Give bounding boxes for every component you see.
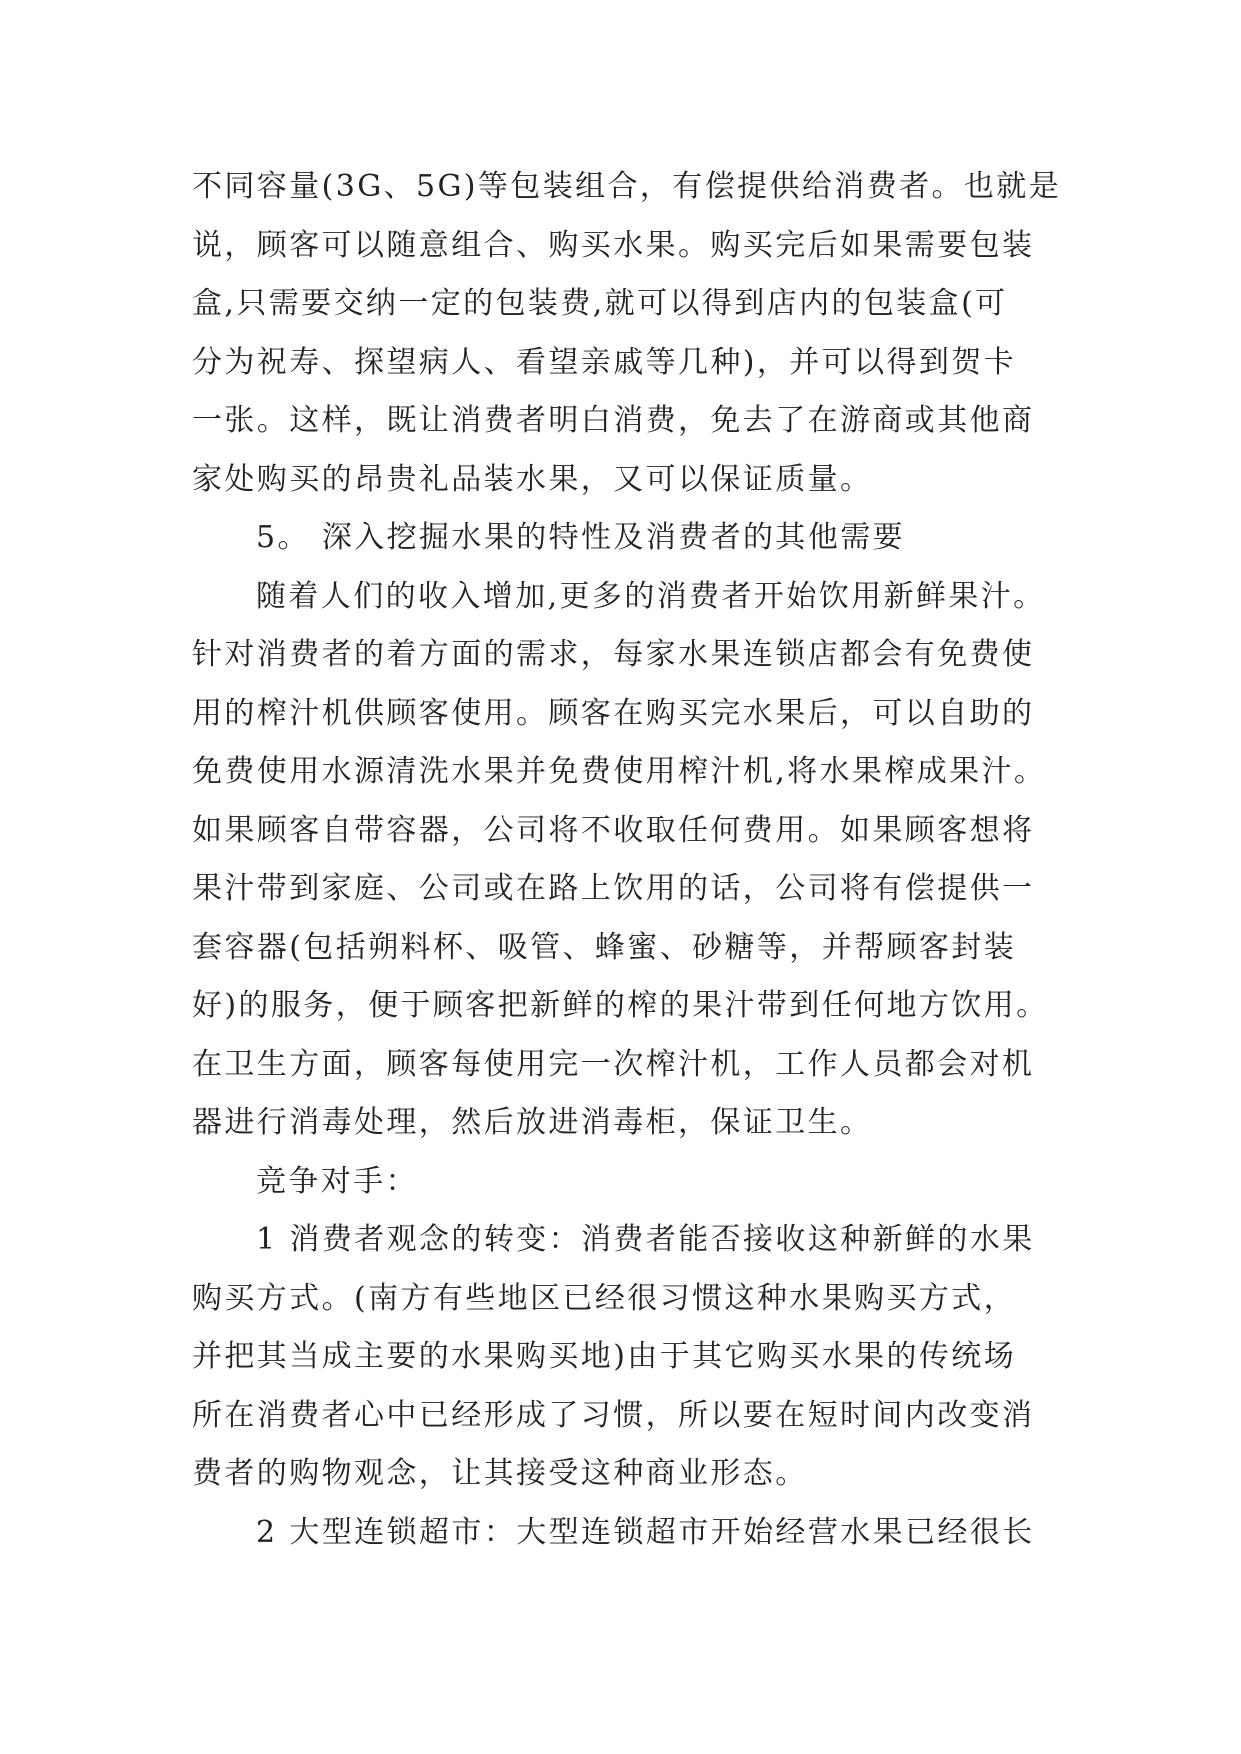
text-line: 免费使用水源清洗水果并免费使用榨汁机,将水果榨成果汁。: [192, 754, 1047, 789]
text-line: 并把其当成主要的水果购买地)由于其它购买水果的传统场: [192, 1339, 1017, 1374]
text-line: 分为祝寿、探望病人、看望亲戚等几种)，并可以得到贺卡: [192, 344, 1017, 380]
text-line: 套容器(包括朔料杯、吸管、蜂蜜、砂糖等，并帮顾客封装: [192, 929, 1017, 965]
text-line: 2 大型连锁超市：大型连锁超市开始经营水果已经很长: [256, 1514, 1035, 1550]
text-line: 好)的服务，便于顾客把新鲜的榨的果汁带到任何地方饮用。: [192, 988, 1049, 1023]
text-line: 器进行消毒处理，然后放进消毒柜，保证卫生。: [192, 1105, 873, 1140]
text-line: 家处购买的昂贵礼品装水果，又可以保证质量。: [192, 461, 873, 497]
text-line: 在卫生方面，顾客每使用完一次榨汁机，工作人员都会对机: [192, 1046, 1035, 1082]
text-line: 盒,只需要交纳一定的包装费,就可以得到店内的包装盒(可: [192, 286, 1008, 321]
text-line: 用的榨汁机供顾客使用。顾客在购买完水果后，可以自助的: [192, 695, 1035, 731]
text-line: 针对消费者的着方面的需求，每家水果连锁店都会有免费使: [192, 637, 1035, 672]
text-line: 不同容量(3G、5G)等包装组合，有偿提供给消费者。也就是: [192, 169, 1062, 204]
text-line: 5。 深入挖掘水果的特性及消费者的其他需要: [256, 520, 906, 555]
text-line: 购买方式。(南方有些地区已经很习惯这种水果购买方式，: [192, 1280, 1017, 1316]
text-line: 竞争对手：: [256, 1163, 418, 1199]
text-line: 如果顾客自带容器，公司将不收取任何费用。如果顾客想将: [192, 812, 1035, 848]
text-line: 1 消费者观念的转变：消费者能否接收这种新鲜的水果: [256, 1222, 1035, 1257]
text-line: 随着人们的收入增加,更多的消费者开始饮用新鲜果汁。: [256, 578, 1046, 614]
text-line: 一张。这样，既让消费者明白消费，免去了在游商或其他商: [192, 403, 1035, 438]
body-text: [192, 158, 1082, 1562]
text-line: 说，顾客可以随意组合、购买水果。购买完后如果需要包装: [192, 227, 1035, 263]
text-line: 所在消费者心中已经形成了习惯，所以要在短时间内改变消: [192, 1397, 1035, 1433]
text-line: 费者的购物观念，让其接受这种商业形态。: [192, 1456, 808, 1491]
text-line: 果汁带到家庭、公司或在路上饮用的话，公司将有偿提供一: [192, 871, 1035, 906]
